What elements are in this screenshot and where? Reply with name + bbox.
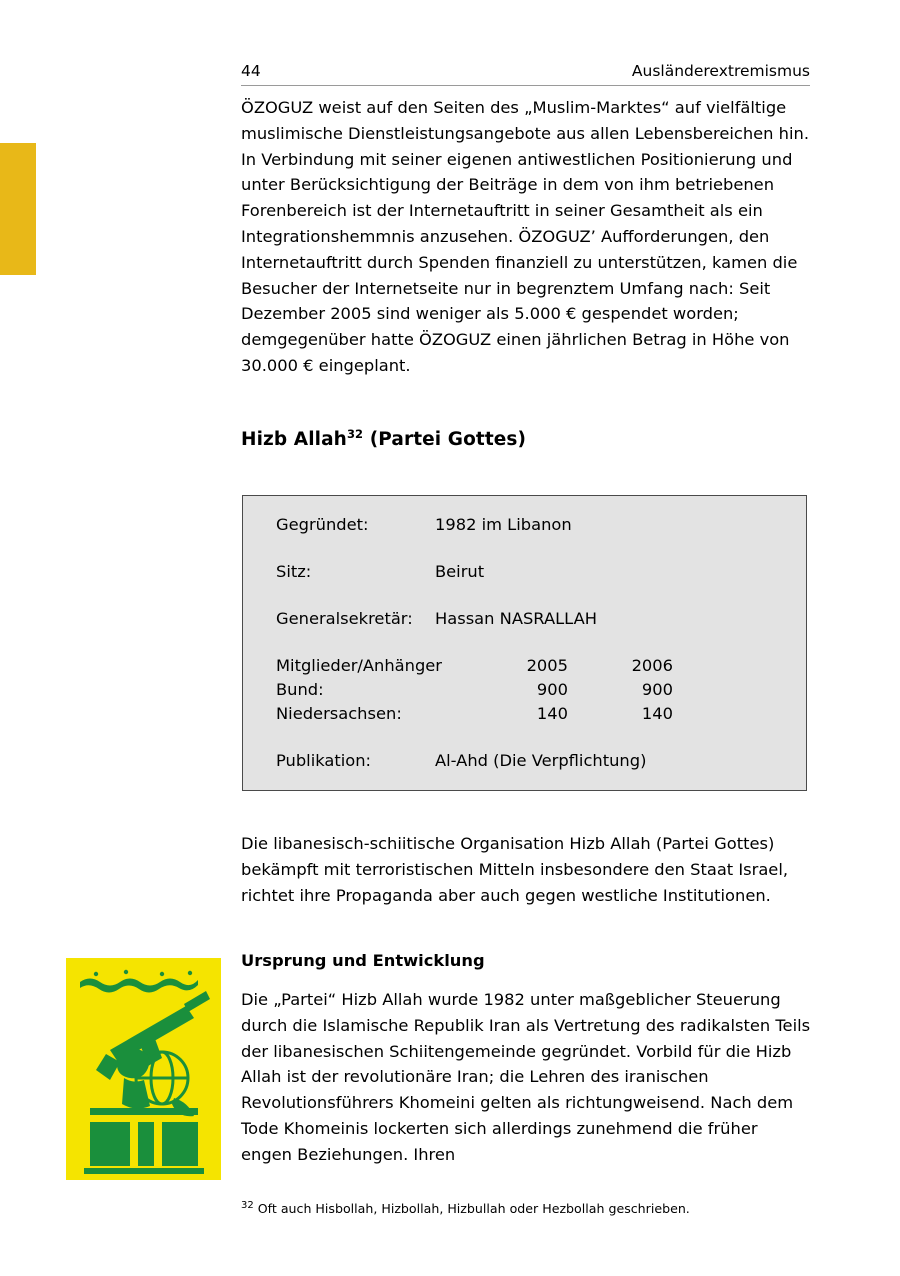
- section-title-main: Hizb Allah: [241, 429, 347, 450]
- founded-value: 1982 im Libanon: [435, 515, 572, 534]
- header-divider: [241, 85, 810, 86]
- running-head: [241, 62, 810, 80]
- body-paragraph: ÖZOGUZ weist auf den Seiten des „Muslim-Marktes“ auf vielfältige muslimische Dienstleistungsangebote aus allen Lebensbereichen hin. In Verbindung mit seiner eigenen antiwestlichen Positionierung und unter Berücksichtigung der Beiträge in dem von ihm betriebenen Forenbereich ist der Internetauftritt in seiner Gesamtheit als ein Integrationshemmnis anzusehen. ÖZOGUZ’ Aufforderungen, den Internetauftritt durch Spenden finanziell zu unterstützen, kamen die Besucher der Internetseite nur in begrenztem Umfang nach: Seit Dezember 2005 sind weniger als 5.000 € gespendet worden; demgegenüber hatte ÖZOGUZ einen jährlichen Betrag in Höhe von 30.000 € eingeplant.: [241, 98, 809, 375]
- footnote: [241, 1200, 813, 1217]
- footnote-marker: 32: [346, 426, 364, 441]
- publication-label: Publikation:: [276, 751, 372, 770]
- secretary-general-label: Generalsekretär:: [276, 609, 413, 628]
- paragraph-block-2: [241, 831, 813, 908]
- running-title: Ausländerextremismus: [631, 62, 810, 80]
- body-paragraph: Die „Partei“ Hizb Allah wurde 1982 unter maßgeblicher Steuerung durch die Islamische Republik Iran als Vertretung des radikalsten Teils der libanesischen Schiitengemeinde gegründet. Vorbild für die Hizb Allah ist der revolutionäre Iran; die Lehren des iranischen Revolutionsführers Khomeini gelten als richtungweisend. Nach dem Tode Khomeinis lockerten sich allerdings zunehmend die früher engen Beziehungen. Ihren: [241, 990, 811, 1164]
- bund-value-2005: 900: [536, 680, 568, 699]
- founded-label: Gegründet:: [276, 515, 369, 534]
- body-paragraph: Die libanesisch-schiitische Organisation Hizb Allah (Partei Gottes) bekämpft mit terroristischen Mitteln insbesondere den Staat Israel, richtet ihre Propaganda aber auch gegen westliche Institutionen.: [241, 834, 789, 905]
- chapter-edge-tab: [0, 143, 36, 275]
- seat-value: Beirut: [435, 562, 485, 581]
- secretary-general-value: Hassan NASRALLAH: [435, 609, 597, 628]
- niedersachsen-label: Niedersachsen:: [276, 704, 402, 723]
- subsection-heading: Ursprung und Entwicklung: [241, 951, 485, 970]
- members-year-2005: 2005: [526, 656, 568, 675]
- footnote-text: Oft auch Hisbollah, Hizbollah, Hizbullah oder Hezbollah geschrieben.: [257, 1201, 690, 1216]
- section-title-rest: (Partei Gottes): [363, 429, 527, 450]
- page-title: [241, 426, 527, 450]
- seat-label: Sitz:: [276, 562, 312, 581]
- page-number: 44: [241, 62, 261, 80]
- hizb-allah-emblem-image: [66, 958, 221, 1180]
- bund-label: Bund:: [276, 680, 324, 699]
- emblem-artwork: [66, 958, 221, 1180]
- members-year-2006: 2006: [631, 656, 673, 675]
- niedersachsen-value-2005: 140: [536, 704, 568, 723]
- publication-value: Al-Ahd (Die Verpflichtung): [435, 751, 647, 770]
- organization-fact-box: [242, 495, 807, 791]
- niedersachsen-value-2006: 140: [641, 704, 673, 723]
- bund-value-2006: 900: [641, 680, 673, 699]
- paragraph-block-1: [241, 95, 813, 379]
- paragraph-block-3: [241, 987, 813, 1168]
- members-label: Mitglieder/Anhänger: [276, 656, 443, 675]
- footnote-number: 32: [241, 1199, 254, 1211]
